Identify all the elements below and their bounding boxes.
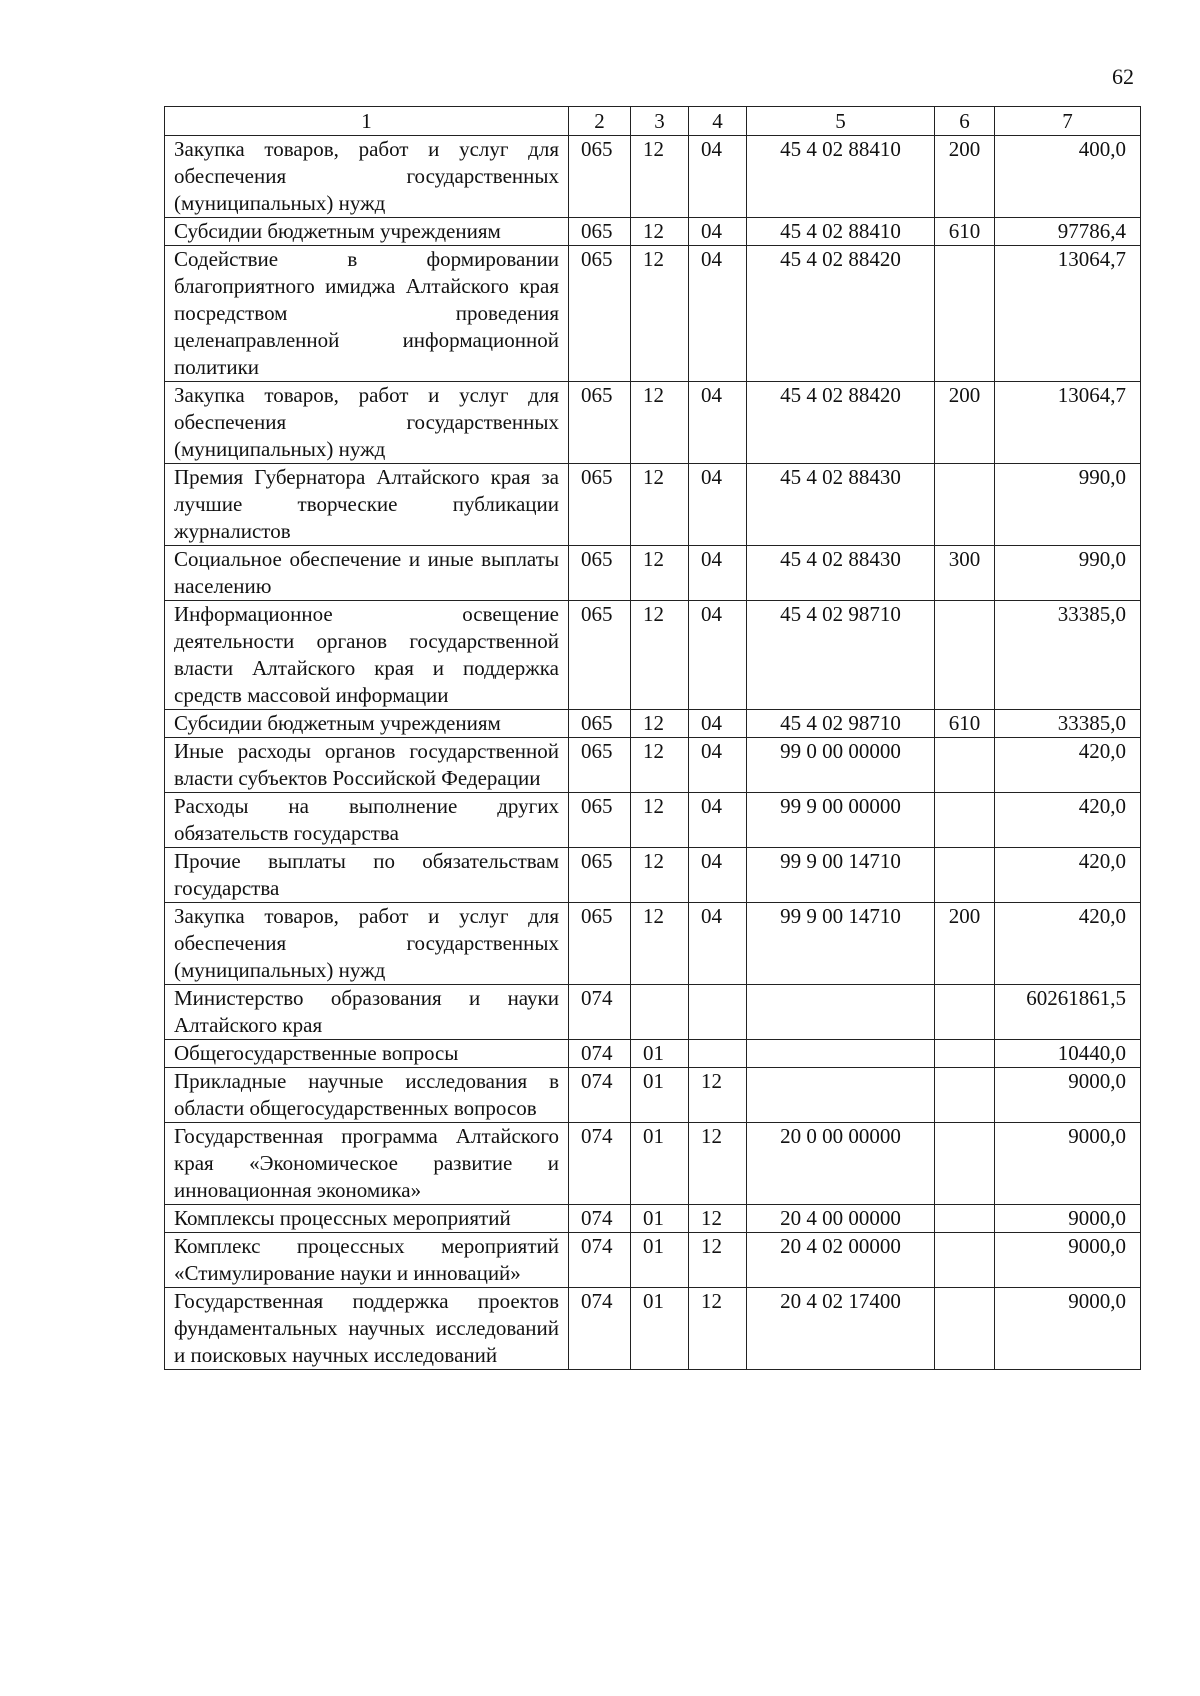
row-expense-type: 610 — [935, 218, 995, 246]
table-row — [165, 1233, 1141, 1288]
row-section: 01 — [631, 1040, 689, 1068]
row-target-item: 45 4 02 98710 — [747, 601, 935, 710]
row-section: 12 — [631, 218, 689, 246]
row-name: Прочие выплаты по обязательствам государства — [165, 848, 569, 903]
row-expense-type — [935, 1040, 995, 1068]
row-subsection — [689, 985, 747, 1040]
row-name: Субсидии бюджетным учреждениям — [165, 218, 569, 246]
header-col-6: 6 — [935, 107, 995, 136]
row-name: Субсидии бюджетным учреждениям — [165, 710, 569, 738]
row-section: 12 — [631, 903, 689, 985]
row-admin-code: 074 — [569, 1233, 631, 1288]
row-name: Расходы на выполнение других обязательств государства — [165, 793, 569, 848]
row-subsection: 04 — [689, 218, 747, 246]
row-amount: 60261861,5 — [995, 985, 1141, 1040]
table-row — [165, 601, 1141, 710]
row-section: 12 — [631, 246, 689, 382]
row-name: Закупка товаров, работ и услуг для обеспечения государственных (муниципальных) нужд — [165, 136, 569, 218]
row-amount: 33385,0 — [995, 710, 1141, 738]
row-amount: 9000,0 — [995, 1288, 1141, 1370]
row-expense-type: 200 — [935, 382, 995, 464]
row-amount: 990,0 — [995, 546, 1141, 601]
row-expense-type: 610 — [935, 710, 995, 738]
row-amount: 13064,7 — [995, 382, 1141, 464]
row-admin-code: 074 — [569, 1068, 631, 1123]
table-row — [165, 1040, 1141, 1068]
row-expense-type: 200 — [935, 136, 995, 218]
table-row — [165, 546, 1141, 601]
row-section: 12 — [631, 546, 689, 601]
row-target-item: 20 4 02 00000 — [747, 1233, 935, 1288]
row-amount: 13064,7 — [995, 246, 1141, 382]
row-subsection: 04 — [689, 136, 747, 218]
row-amount: 9000,0 — [995, 1205, 1141, 1233]
row-subsection: 04 — [689, 464, 747, 546]
header-col-2: 2 — [569, 107, 631, 136]
row-target-item — [747, 1040, 935, 1068]
table-body — [165, 136, 1141, 1370]
row-admin-code: 065 — [569, 546, 631, 601]
row-section: 12 — [631, 793, 689, 848]
row-subsection: 04 — [689, 793, 747, 848]
row-subsection: 04 — [689, 848, 747, 903]
row-name: Содействие в формировании благоприятного имиджа Алтайского края посредством проведения целенаправленной информационной политики — [165, 246, 569, 382]
row-target-item: 45 4 02 88420 — [747, 382, 935, 464]
table-row — [165, 1205, 1141, 1233]
table-row — [165, 710, 1141, 738]
row-section — [631, 985, 689, 1040]
row-expense-type — [935, 601, 995, 710]
row-section: 12 — [631, 382, 689, 464]
row-subsection: 12 — [689, 1205, 747, 1233]
row-expense-type — [935, 1123, 995, 1205]
row-target-item: 99 9 00 14710 — [747, 903, 935, 985]
row-section: 12 — [631, 848, 689, 903]
row-amount: 420,0 — [995, 793, 1141, 848]
table-row — [165, 985, 1141, 1040]
row-subsection: 12 — [689, 1068, 747, 1123]
row-admin-code: 074 — [569, 1123, 631, 1205]
row-target-item: 45 4 02 88430 — [747, 546, 935, 601]
row-subsection: 04 — [689, 382, 747, 464]
row-name: Министерство образования и науки Алтайского края — [165, 985, 569, 1040]
row-admin-code: 065 — [569, 848, 631, 903]
row-name: Информационное освещение деятельности органов государственной власти Алтайского края и поддержка средств массовой информации — [165, 601, 569, 710]
row-amount: 9000,0 — [995, 1123, 1141, 1205]
row-expense-type — [935, 793, 995, 848]
table-row — [165, 903, 1141, 985]
row-expense-type — [935, 246, 995, 382]
row-target-item: 20 0 00 00000 — [747, 1123, 935, 1205]
row-expense-type — [935, 1233, 995, 1288]
row-section: 12 — [631, 464, 689, 546]
row-target-item: 45 4 02 88410 — [747, 218, 935, 246]
row-expense-type — [935, 1205, 995, 1233]
row-subsection — [689, 1040, 747, 1068]
table-header — [165, 107, 1141, 136]
row-admin-code: 065 — [569, 601, 631, 710]
header-col-4: 4 — [689, 107, 747, 136]
row-subsection: 04 — [689, 546, 747, 601]
table-row — [165, 1068, 1141, 1123]
row-target-item: 20 4 00 00000 — [747, 1205, 935, 1233]
row-admin-code: 074 — [569, 985, 631, 1040]
table-row — [165, 738, 1141, 793]
row-admin-code: 074 — [569, 1288, 631, 1370]
row-admin-code: 065 — [569, 903, 631, 985]
row-amount: 420,0 — [995, 738, 1141, 793]
row-target-item: 99 9 00 00000 — [747, 793, 935, 848]
row-admin-code: 065 — [569, 793, 631, 848]
row-section: 01 — [631, 1205, 689, 1233]
row-section: 12 — [631, 710, 689, 738]
header-col-7: 7 — [995, 107, 1141, 136]
row-subsection: 04 — [689, 903, 747, 985]
header-col-3: 3 — [631, 107, 689, 136]
row-admin-code: 065 — [569, 382, 631, 464]
table-row — [165, 1288, 1141, 1370]
budget-table — [164, 106, 1141, 1370]
row-name: Комплекс процессных мероприятий «Стимулирование науки и инноваций» — [165, 1233, 569, 1288]
row-amount: 97786,4 — [995, 218, 1141, 246]
row-section: 01 — [631, 1233, 689, 1288]
row-name: Иные расходы органов государственной власти субъектов Российской Федерации — [165, 738, 569, 793]
row-amount: 9000,0 — [995, 1068, 1141, 1123]
row-admin-code: 065 — [569, 246, 631, 382]
row-section: 01 — [631, 1123, 689, 1205]
header-col-1: 1 — [165, 107, 569, 136]
row-name: Государственная поддержка проектов фундаментальных научных исследований и поисковых научных исследований — [165, 1288, 569, 1370]
row-amount: 400,0 — [995, 136, 1141, 218]
row-target-item — [747, 985, 935, 1040]
row-section: 01 — [631, 1068, 689, 1123]
row-target-item: 45 4 02 88410 — [747, 136, 935, 218]
row-admin-code: 065 — [569, 710, 631, 738]
table-row — [165, 218, 1141, 246]
row-name: Общегосударственные вопросы — [165, 1040, 569, 1068]
row-section: 12 — [631, 136, 689, 218]
row-admin-code: 065 — [569, 136, 631, 218]
row-name: Закупка товаров, работ и услуг для обеспечения государственных (муниципальных) нужд — [165, 903, 569, 985]
row-expense-type — [935, 738, 995, 793]
row-admin-code: 074 — [569, 1205, 631, 1233]
row-expense-type: 300 — [935, 546, 995, 601]
row-subsection: 04 — [689, 710, 747, 738]
row-target-item: 45 4 02 88420 — [747, 246, 935, 382]
row-target-item: 99 9 00 14710 — [747, 848, 935, 903]
row-name: Социальное обеспечение и иные выплаты населению — [165, 546, 569, 601]
row-target-item — [747, 1068, 935, 1123]
table-row — [165, 793, 1141, 848]
row-amount: 33385,0 — [995, 601, 1141, 710]
row-admin-code: 074 — [569, 1040, 631, 1068]
table-row — [165, 246, 1141, 382]
row-expense-type — [935, 848, 995, 903]
row-section: 12 — [631, 601, 689, 710]
row-subsection: 12 — [689, 1123, 747, 1205]
row-amount: 420,0 — [995, 903, 1141, 985]
row-subsection: 12 — [689, 1288, 747, 1370]
row-admin-code: 065 — [569, 738, 631, 793]
row-subsection: 04 — [689, 738, 747, 793]
row-name: Прикладные научные исследования в области общегосударственных вопросов — [165, 1068, 569, 1123]
table-row — [165, 136, 1141, 218]
row-amount: 10440,0 — [995, 1040, 1141, 1068]
row-amount: 990,0 — [995, 464, 1141, 546]
table-row — [165, 1123, 1141, 1205]
row-expense-type — [935, 464, 995, 546]
row-admin-code: 065 — [569, 218, 631, 246]
row-expense-type: 200 — [935, 903, 995, 985]
row-name: Комплексы процессных мероприятий — [165, 1205, 569, 1233]
table-row — [165, 464, 1141, 546]
header-row — [165, 107, 1141, 136]
row-target-item: 45 4 02 88430 — [747, 464, 935, 546]
row-name: Закупка товаров, работ и услуг для обеспечения государственных (муниципальных) нужд — [165, 382, 569, 464]
row-target-item: 20 4 02 17400 — [747, 1288, 935, 1370]
row-amount: 420,0 — [995, 848, 1141, 903]
row-target-item: 99 0 00 00000 — [747, 738, 935, 793]
row-expense-type — [935, 1068, 995, 1123]
row-target-item: 45 4 02 98710 — [747, 710, 935, 738]
row-expense-type — [935, 985, 995, 1040]
row-subsection: 04 — [689, 246, 747, 382]
row-subsection: 12 — [689, 1233, 747, 1288]
table-row — [165, 382, 1141, 464]
row-amount: 9000,0 — [995, 1233, 1141, 1288]
row-section: 01 — [631, 1288, 689, 1370]
row-admin-code: 065 — [569, 464, 631, 546]
row-subsection: 04 — [689, 601, 747, 710]
row-expense-type — [935, 1288, 995, 1370]
table-row — [165, 848, 1141, 903]
page-number: 62 — [1112, 64, 1134, 89]
header-col-5: 5 — [747, 107, 935, 136]
row-name: Государственная программа Алтайского края «Экономическое развитие и инновационная экономика» — [165, 1123, 569, 1205]
row-name: Премия Губернатора Алтайского края за лучшие творческие публикации журналистов — [165, 464, 569, 546]
row-section: 12 — [631, 738, 689, 793]
